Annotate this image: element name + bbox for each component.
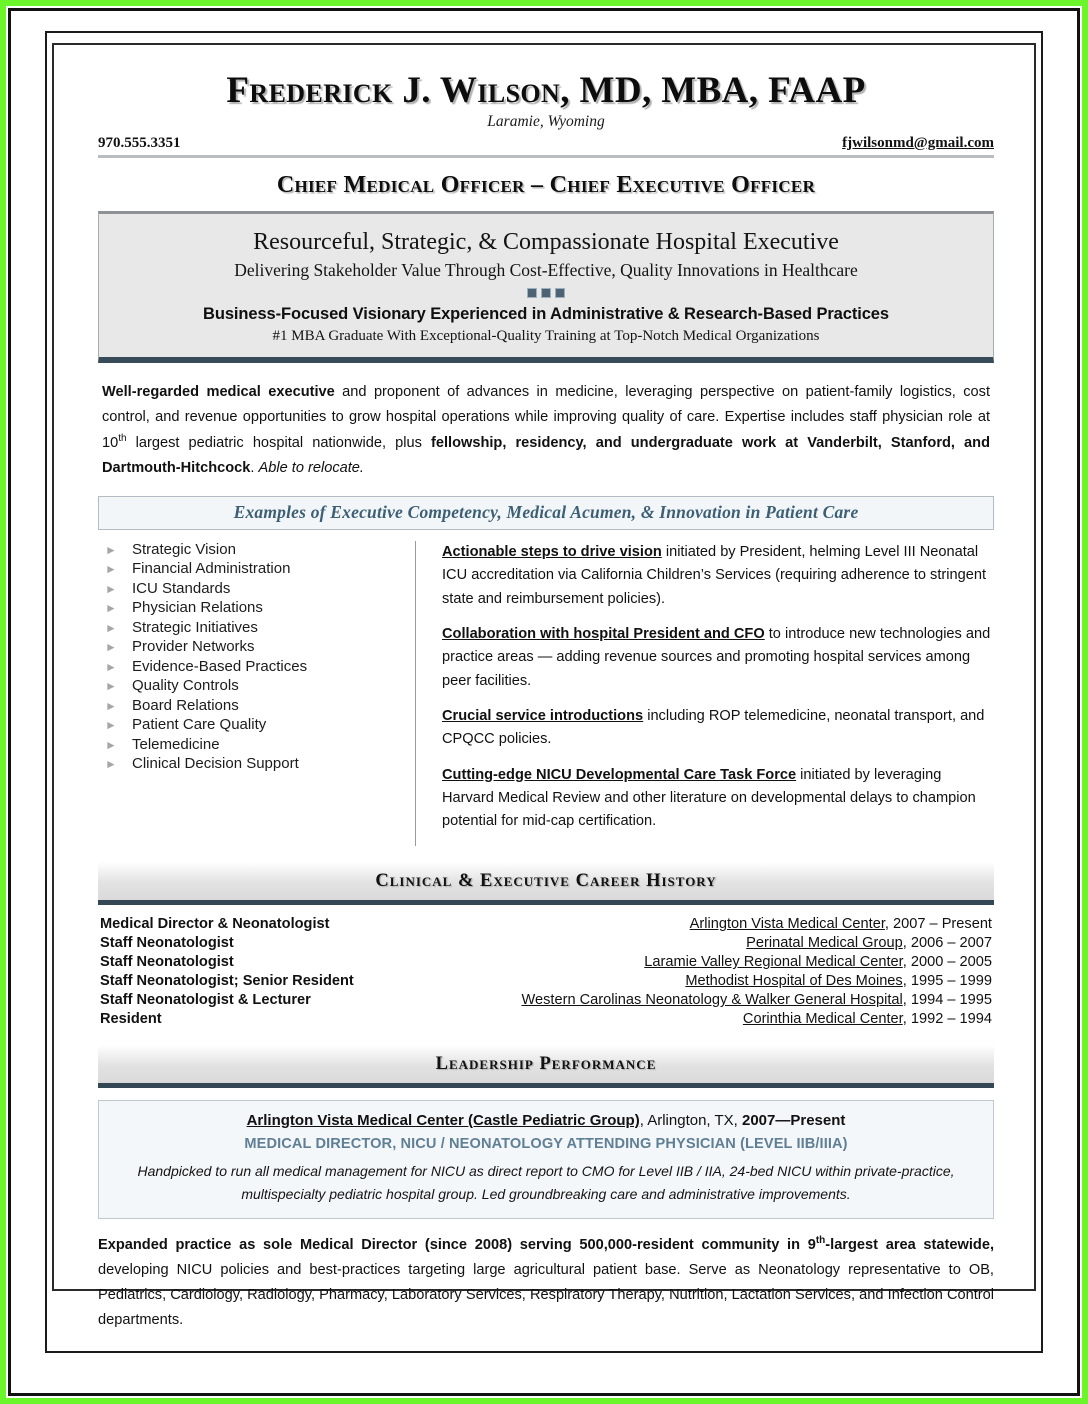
list-item <box>98 716 405 733</box>
competency-band-label: Examples of Executive Competency, Medical Acumen, & Innovation in Patient Care <box>233 501 859 522</box>
career-history-table <box>98 915 994 1029</box>
keyword-label: ICU Standards <box>132 579 231 597</box>
closing-bold-1: Expanded practice as sole Medical Director (since 2008) serving 500,000-resident community in 9 <box>98 1236 816 1253</box>
employer-name: Corinthia Medical Center <box>742 1011 903 1028</box>
achievement-lead: Actionable steps to drive vision <box>442 543 662 560</box>
candidate-name: Frederick J. Wilson, MD, MBA, FAAP <box>226 70 866 111</box>
keyword-label: Clinical Decision Support <box>132 755 299 773</box>
triangle-right-icon: ► <box>105 659 117 674</box>
list-item <box>98 697 405 714</box>
keyword-label: Financial Administration <box>132 560 291 578</box>
leadership-employer-block <box>98 1100 994 1219</box>
employment-dates: , 1995 – 1999 <box>902 973 992 990</box>
achievement-lead: Crucial service introductions <box>442 707 644 724</box>
achievement-body: initiated by President, helming Level III Neonatal ICU accreditation via California Children’s Services (requiring adherence to stringent state and reimbursement policies). <box>442 543 987 607</box>
triangle-right-icon: ► <box>105 718 117 733</box>
profile-education-bold: fellowship, residency, and undergraduate work at Vanderbilt, Stanford, and Dartmouth-Hitchcock <box>102 434 990 476</box>
achievement-body: initiated by leveraging Harvard Medical Review and other literature on developmental delays to champion potential for mid-cap certification. <box>442 766 976 830</box>
triangle-right-icon: ► <box>105 640 117 655</box>
job-employer-dates <box>522 992 993 1008</box>
summary-subheadline: Delivering Stakeholder Value Through Cost-Effective, Quality Innovations in Healthcare <box>234 259 858 280</box>
triangle-right-icon: ► <box>105 601 117 616</box>
phone-number: 970.555.3351 <box>98 134 181 151</box>
profile-lead-bold: Well-regarded medical executive <box>102 383 335 400</box>
keyword-label: Quality Controls <box>132 677 239 695</box>
job-employer-dates <box>644 954 992 970</box>
employer-location: , Arlington, TX, <box>639 1111 742 1129</box>
section-header-leadership-performance <box>98 1045 994 1088</box>
job-employer-dates <box>690 916 992 932</box>
section-header-career-history <box>98 862 994 905</box>
achievement-item <box>442 623 994 693</box>
summary-credential-note: #1 MBA Graduate With Exceptional-Quality Training at Top-Notch Medical Organizations <box>272 327 820 344</box>
table-row <box>98 1010 994 1029</box>
position-scope: Handpicked to run all medical management for NICU as direct report to CMO for Level IIB / IIA, 24-bed NICU within private-practice, multispecialty pediatric hospital group. Led groundbreaking care and administrative improvements. <box>137 1162 955 1202</box>
triangle-right-icon: ► <box>105 737 117 752</box>
closing-paragraph <box>98 1232 994 1333</box>
employment-dates: , 1992 – 1994 <box>902 1011 992 1028</box>
summary-secondary-headline: Business-Focused Visionary Experienced in Administrative & Research-Based Practices <box>203 304 889 323</box>
list-item <box>98 638 405 655</box>
closing-bold-2: -largest area statewide, <box>825 1236 994 1253</box>
table-row <box>98 991 994 1010</box>
profile-text-2: largest pediatric hospital nationwide, plus <box>126 434 431 451</box>
section-title: Leadership Performance <box>435 1053 657 1074</box>
profile-text-1: and proponent of advances in medicine, leveraging perspective on patient-family logistics, cost control, and revenue opportunities to grow hospital operations while improving quality of care. Expertise includes staff physician role at 10 <box>102 383 990 451</box>
table-row <box>98 915 994 934</box>
keyword-list <box>98 541 416 846</box>
employer-name: Methodist Hospital of Des Moines <box>685 973 903 990</box>
job-employer-dates <box>743 1011 992 1027</box>
achievement-item <box>442 764 994 834</box>
closing-text: developing NICU policies and best-practices targeting large agricultural patient base. Serve as Neonatology representative to OB, Pediatrics, Cardiology, Radiology, Pharmacy, Laboratory Services, Respiratory Therapy, Nutrition, Lactation Services, and Infection Control departments. <box>98 1261 994 1328</box>
keyword-label: Evidence-Based Practices <box>132 657 308 675</box>
triangle-right-icon: ► <box>105 562 117 577</box>
contact-row <box>98 135 994 158</box>
profile-ordinal-superscript: th <box>118 432 127 444</box>
list-item <box>98 560 405 577</box>
email-address[interactable]: fjwilsonmd@gmail.com <box>842 134 994 151</box>
position-title: MEDICAL DIRECTOR, NICU / NEONATOLOGY ATTENDING PHYSICIAN (LEVEL IIB/IIIA) <box>244 1135 848 1152</box>
triangle-right-icon: ► <box>105 757 117 772</box>
target-job-title: Chief Medical Officer – Chief Executive Officer <box>276 171 816 198</box>
job-role: Staff Neonatologist <box>100 954 234 971</box>
table-row <box>98 972 994 991</box>
job-role: Staff Neonatologist; Senior Resident <box>100 973 354 990</box>
keyword-label: Provider Networks <box>132 638 255 656</box>
triangle-right-icon: ► <box>105 542 117 557</box>
triangle-right-icon: ► <box>105 620 117 635</box>
competency-band <box>98 496 994 530</box>
employer-name: Arlington Vista Medical Center <box>689 916 885 933</box>
achievement-item <box>442 705 994 752</box>
resume-header <box>98 72 994 158</box>
list-item <box>98 658 405 675</box>
employer-name: Perinatal Medical Group <box>746 935 903 952</box>
employer-name: Western Carolinas Neonatology & Walker General Hospital <box>521 992 903 1009</box>
job-employer-dates <box>685 973 992 989</box>
list-item <box>98 755 405 772</box>
job-role: Staff Neonatologist <box>100 935 234 952</box>
employer-line <box>113 1112 979 1129</box>
employment-dates: , 2000 – 2005 <box>902 954 992 971</box>
achievement-lead: Collaboration with hospital President and CFO <box>442 625 765 642</box>
triangle-right-icon: ► <box>105 581 117 596</box>
three-squares-divider-icon <box>117 288 975 298</box>
keyword-label: Patient Care Quality <box>132 716 267 734</box>
summary-banner <box>98 211 994 363</box>
achievement-body: including ROP telemedicine, neonatal transport, and CPQCC policies. <box>442 707 985 748</box>
list-item <box>98 619 405 636</box>
employment-dates: , 2007 – Present <box>884 916 992 933</box>
job-employer-dates <box>746 935 992 951</box>
candidate-location: Laramie, Wyoming <box>487 112 605 130</box>
job-role: Medical Director & Neonatologist <box>100 916 330 933</box>
keyword-label: Physician Relations <box>132 599 263 617</box>
job-role: Resident <box>100 1011 162 1028</box>
achievement-lead: Cutting-edge NICU Developmental Care Task Force <box>442 766 797 783</box>
section-title: Clinical & Executive Career History <box>375 870 717 891</box>
summary-headline: Resourceful, Strategic, & Compassionate Hospital Executive <box>253 228 839 255</box>
keyword-label: Strategic Initiatives <box>132 618 258 636</box>
job-role: Staff Neonatologist & Lecturer <box>100 992 311 1009</box>
achievement-body: to introduce new technologies and practice areas — adding revenue sources and promoting hospital services among peer facilities. <box>442 625 991 689</box>
competency-columns <box>98 541 994 846</box>
employer-dates: 2007—Present <box>742 1111 846 1129</box>
keyword-label: Telemedicine <box>132 735 220 753</box>
keyword-label: Strategic Vision <box>132 540 236 558</box>
employer-name: Laramie Valley Regional Medical Center <box>644 954 903 971</box>
achievement-list <box>416 541 994 846</box>
profile-relocate-italic: Able to relocate. <box>258 459 364 476</box>
table-row <box>98 953 994 972</box>
profile-paragraph <box>102 380 990 481</box>
keyword-label: Board Relations <box>132 696 239 714</box>
triangle-right-icon: ► <box>105 679 117 694</box>
employment-dates: , 1994 – 1995 <box>902 992 992 1009</box>
list-item <box>98 736 405 753</box>
list-item <box>98 580 405 597</box>
achievement-item <box>442 541 994 611</box>
list-item <box>98 599 405 616</box>
table-row <box>98 934 994 953</box>
profile-text-3: . <box>250 459 259 476</box>
closing-ordinal-superscript: th <box>815 1234 826 1246</box>
list-item <box>98 541 405 558</box>
resume-content <box>98 72 994 1334</box>
triangle-right-icon: ► <box>105 698 117 713</box>
employment-dates: , 2006 – 2007 <box>902 935 992 952</box>
employer-name: Arlington Vista Medical Center (Castle Pediatric Group) <box>246 1111 640 1129</box>
list-item <box>98 677 405 694</box>
